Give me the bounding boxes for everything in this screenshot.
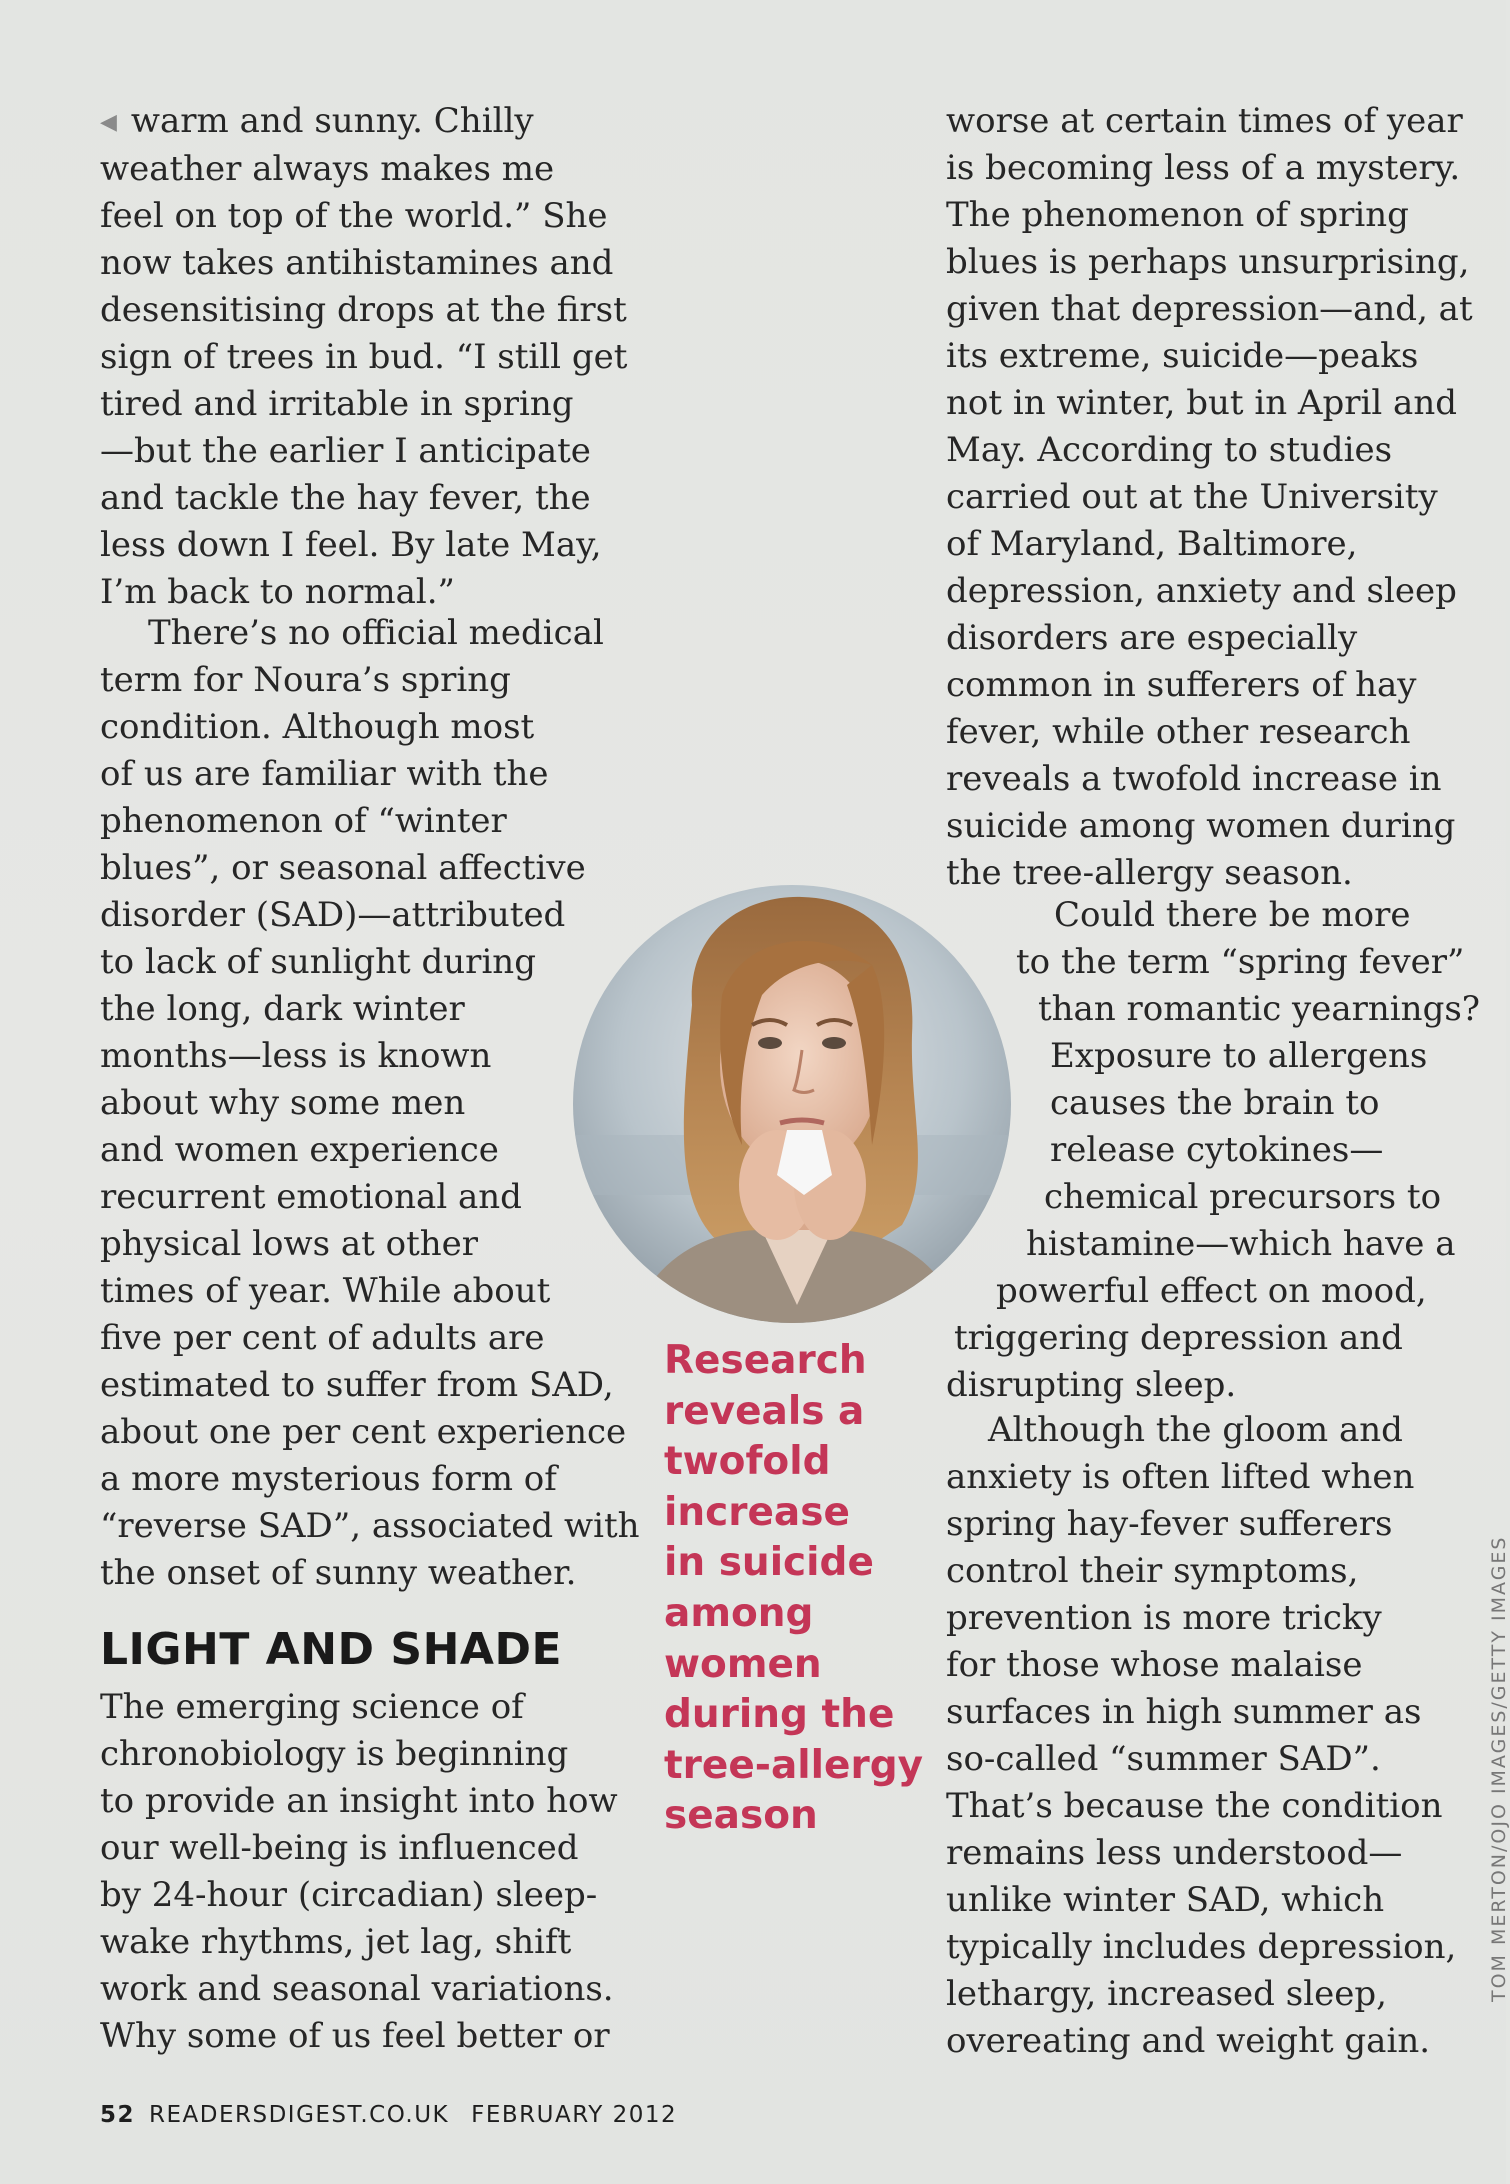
text-line: five per cent of adults are bbox=[100, 1318, 545, 1358]
col1-paragraph-3 bbox=[100, 1684, 618, 2060]
footer-issue-date: FEBRUARY 2012 bbox=[471, 2102, 678, 2128]
text-line: is becoming less of a mystery. bbox=[946, 148, 1461, 188]
text-line: carried out at the University bbox=[946, 477, 1438, 517]
text-line: work and seasonal variations. bbox=[100, 1969, 614, 2009]
text-line: its extreme, suicide—peaks bbox=[946, 336, 1419, 376]
text-line: prevention is more tricky bbox=[946, 1598, 1382, 1638]
text-line: May. According to studies bbox=[946, 430, 1393, 470]
text-line: term for Noura’s spring bbox=[100, 660, 511, 700]
pull-quote-line: in suicide bbox=[664, 1540, 874, 1586]
text-line: ◀ warm and sunny. Chilly bbox=[100, 101, 534, 141]
text-line: Although the gloom and bbox=[988, 1410, 1403, 1450]
text-line: “reverse SAD”, associated with bbox=[100, 1506, 640, 1546]
col2-paragraph-3 bbox=[946, 1407, 1456, 2065]
pull-quote-line: tree-allergy bbox=[664, 1742, 924, 1788]
pull-quote-line: twofold bbox=[664, 1439, 831, 1485]
text-line: to lack of sunlight during bbox=[100, 942, 536, 982]
text-line: lethargy, increased sleep, bbox=[946, 1974, 1387, 2014]
text-line: and tackle the hay fever, the bbox=[100, 478, 591, 518]
text-line: Could there be more bbox=[1054, 895, 1411, 935]
text-line: remains less understood— bbox=[946, 1833, 1403, 1873]
text-line: The phenomenon of spring bbox=[946, 195, 1409, 235]
text-line: triggering depression and bbox=[954, 1318, 1403, 1358]
pull-quote-line: season bbox=[664, 1793, 818, 1839]
text-line: less down I feel. By late May, bbox=[100, 525, 602, 565]
text-line: condition. Although most bbox=[100, 707, 535, 747]
text-line: desensitising drops at the first bbox=[100, 290, 627, 330]
text-line: estimated to suffer from SAD, bbox=[100, 1365, 614, 1405]
pull-quote-line: reveals a bbox=[664, 1388, 865, 1434]
col1-paragraph-2 bbox=[100, 610, 640, 1597]
text-line: to provide an insight into how bbox=[100, 1781, 618, 1821]
woman-with-tissue-photo bbox=[572, 885, 1012, 1323]
text-line: our well-being is influenced bbox=[100, 1828, 579, 1868]
text-line: reveals a twofold increase in bbox=[946, 759, 1442, 799]
text-line: release cytokines— bbox=[1050, 1130, 1384, 1170]
col2-paragraph-1 bbox=[946, 98, 1473, 897]
text-line: about one per cent experience bbox=[100, 1412, 627, 1452]
text-line: There’s no official medical bbox=[148, 613, 604, 653]
continuation-arrow-icon: ◀ bbox=[100, 110, 117, 135]
photo-credit: TOM MERTON/OJO IMAGES/GETTY IMAGES bbox=[1488, 1535, 1510, 2002]
text-line: to the term “spring fever” bbox=[1016, 942, 1465, 982]
col1-paragraph-1 bbox=[100, 98, 627, 616]
text-line: typically includes depression, bbox=[946, 1927, 1457, 1967]
text-line: sign of trees in bud. “I still get bbox=[100, 337, 628, 377]
text-line: for those whose malaise bbox=[946, 1645, 1363, 1685]
page-number: 52 bbox=[100, 2102, 136, 2128]
section-heading: LIGHT AND SHADE bbox=[100, 1624, 563, 1675]
text-line: unlike winter SAD, which bbox=[946, 1880, 1385, 1920]
page-footer bbox=[100, 2102, 677, 2128]
text-line: Exposure to allergens bbox=[1050, 1036, 1428, 1076]
text-line: a more mysterious form of bbox=[100, 1459, 557, 1499]
text-line: depression, anxiety and sleep bbox=[946, 571, 1457, 611]
text-line: powerful effect on mood, bbox=[996, 1271, 1427, 1311]
text-line: histamine—which have a bbox=[1026, 1224, 1456, 1264]
text-line: months—less is known bbox=[100, 1036, 492, 1076]
pull-quote-line: women bbox=[664, 1641, 822, 1687]
footer-site-url: READERSDIGEST.CO.UK bbox=[149, 2102, 450, 2128]
text-line: fever, while other research bbox=[946, 712, 1411, 752]
text-line: phenomenon of “winter bbox=[100, 801, 507, 841]
text-line: physical lows at other bbox=[100, 1224, 479, 1264]
text-line: chemical precursors to bbox=[1044, 1177, 1442, 1217]
text-line: tired and irritable in spring bbox=[100, 384, 574, 424]
text-line: causes the brain to bbox=[1050, 1083, 1380, 1123]
text-line: —but the earlier I anticipate bbox=[100, 431, 591, 471]
text-line: control their symptoms, bbox=[946, 1551, 1359, 1591]
text-line: That’s because the condition bbox=[946, 1786, 1443, 1826]
text-line: of us are familiar with the bbox=[100, 754, 549, 794]
text-line: the onset of sunny weather. bbox=[100, 1553, 577, 1593]
text-line: worse at certain times of year bbox=[946, 101, 1463, 141]
text-line: about why some men bbox=[100, 1083, 466, 1123]
text-line: common in sufferers of hay bbox=[946, 665, 1417, 705]
text-line: recurrent emotional and bbox=[100, 1177, 522, 1217]
text-line: of Maryland, Baltimore, bbox=[946, 524, 1358, 564]
text-line: Why some of us feel better or bbox=[100, 2016, 610, 2056]
pull-quote-line: Research bbox=[664, 1338, 867, 1383]
text-line: given that depression—and, at bbox=[946, 289, 1473, 329]
pull-quote-line: increase bbox=[664, 1489, 850, 1535]
text-line: not in winter, but in April and bbox=[946, 383, 1457, 423]
text-line: surfaces in high summer as bbox=[946, 1692, 1422, 1732]
text-line: overeating and weight gain. bbox=[946, 2021, 1431, 2061]
text-line: weather always makes me bbox=[100, 149, 555, 189]
text-line: anxiety is often lifted when bbox=[946, 1457, 1415, 1497]
pull-quote-line: among bbox=[664, 1590, 814, 1636]
text-line: so-called “summer SAD”. bbox=[946, 1739, 1381, 1779]
text-line: the long, dark winter bbox=[100, 989, 465, 1029]
text-line: blues”, or seasonal affective bbox=[100, 848, 586, 888]
text-line: The emerging science of bbox=[100, 1687, 524, 1727]
text-line: disorder (SAD)—attributed bbox=[100, 895, 566, 935]
pull-quote bbox=[664, 1336, 923, 1842]
text-line: the tree-allergy season. bbox=[946, 853, 1353, 893]
text-line: wake rhythms, jet lag, shift bbox=[100, 1922, 572, 1962]
pull-quote-line: during the bbox=[664, 1692, 895, 1738]
text-line: than romantic yearnings? bbox=[1038, 989, 1481, 1029]
text-line: disorders are especially bbox=[946, 618, 1358, 658]
text-line: blues is perhaps unsurprising, bbox=[946, 242, 1470, 282]
text-line: feel on top of the world.” She bbox=[100, 196, 608, 236]
col2-paragraph-2 bbox=[946, 892, 1480, 1409]
text-line: chronobiology is beginning bbox=[100, 1734, 569, 1774]
text-line: disrupting sleep. bbox=[946, 1365, 1237, 1405]
text-line: and women experience bbox=[100, 1130, 499, 1170]
text-line: spring hay-fever sufferers bbox=[946, 1504, 1393, 1544]
text-line: now takes antihistamines and bbox=[100, 243, 614, 283]
text-line: I’m back to normal.” bbox=[100, 572, 455, 612]
text-line: by 24-hour (circadian) sleep- bbox=[100, 1875, 598, 1915]
text-line: suicide among women during bbox=[946, 806, 1456, 846]
text-line: times of year. While about bbox=[100, 1271, 551, 1311]
